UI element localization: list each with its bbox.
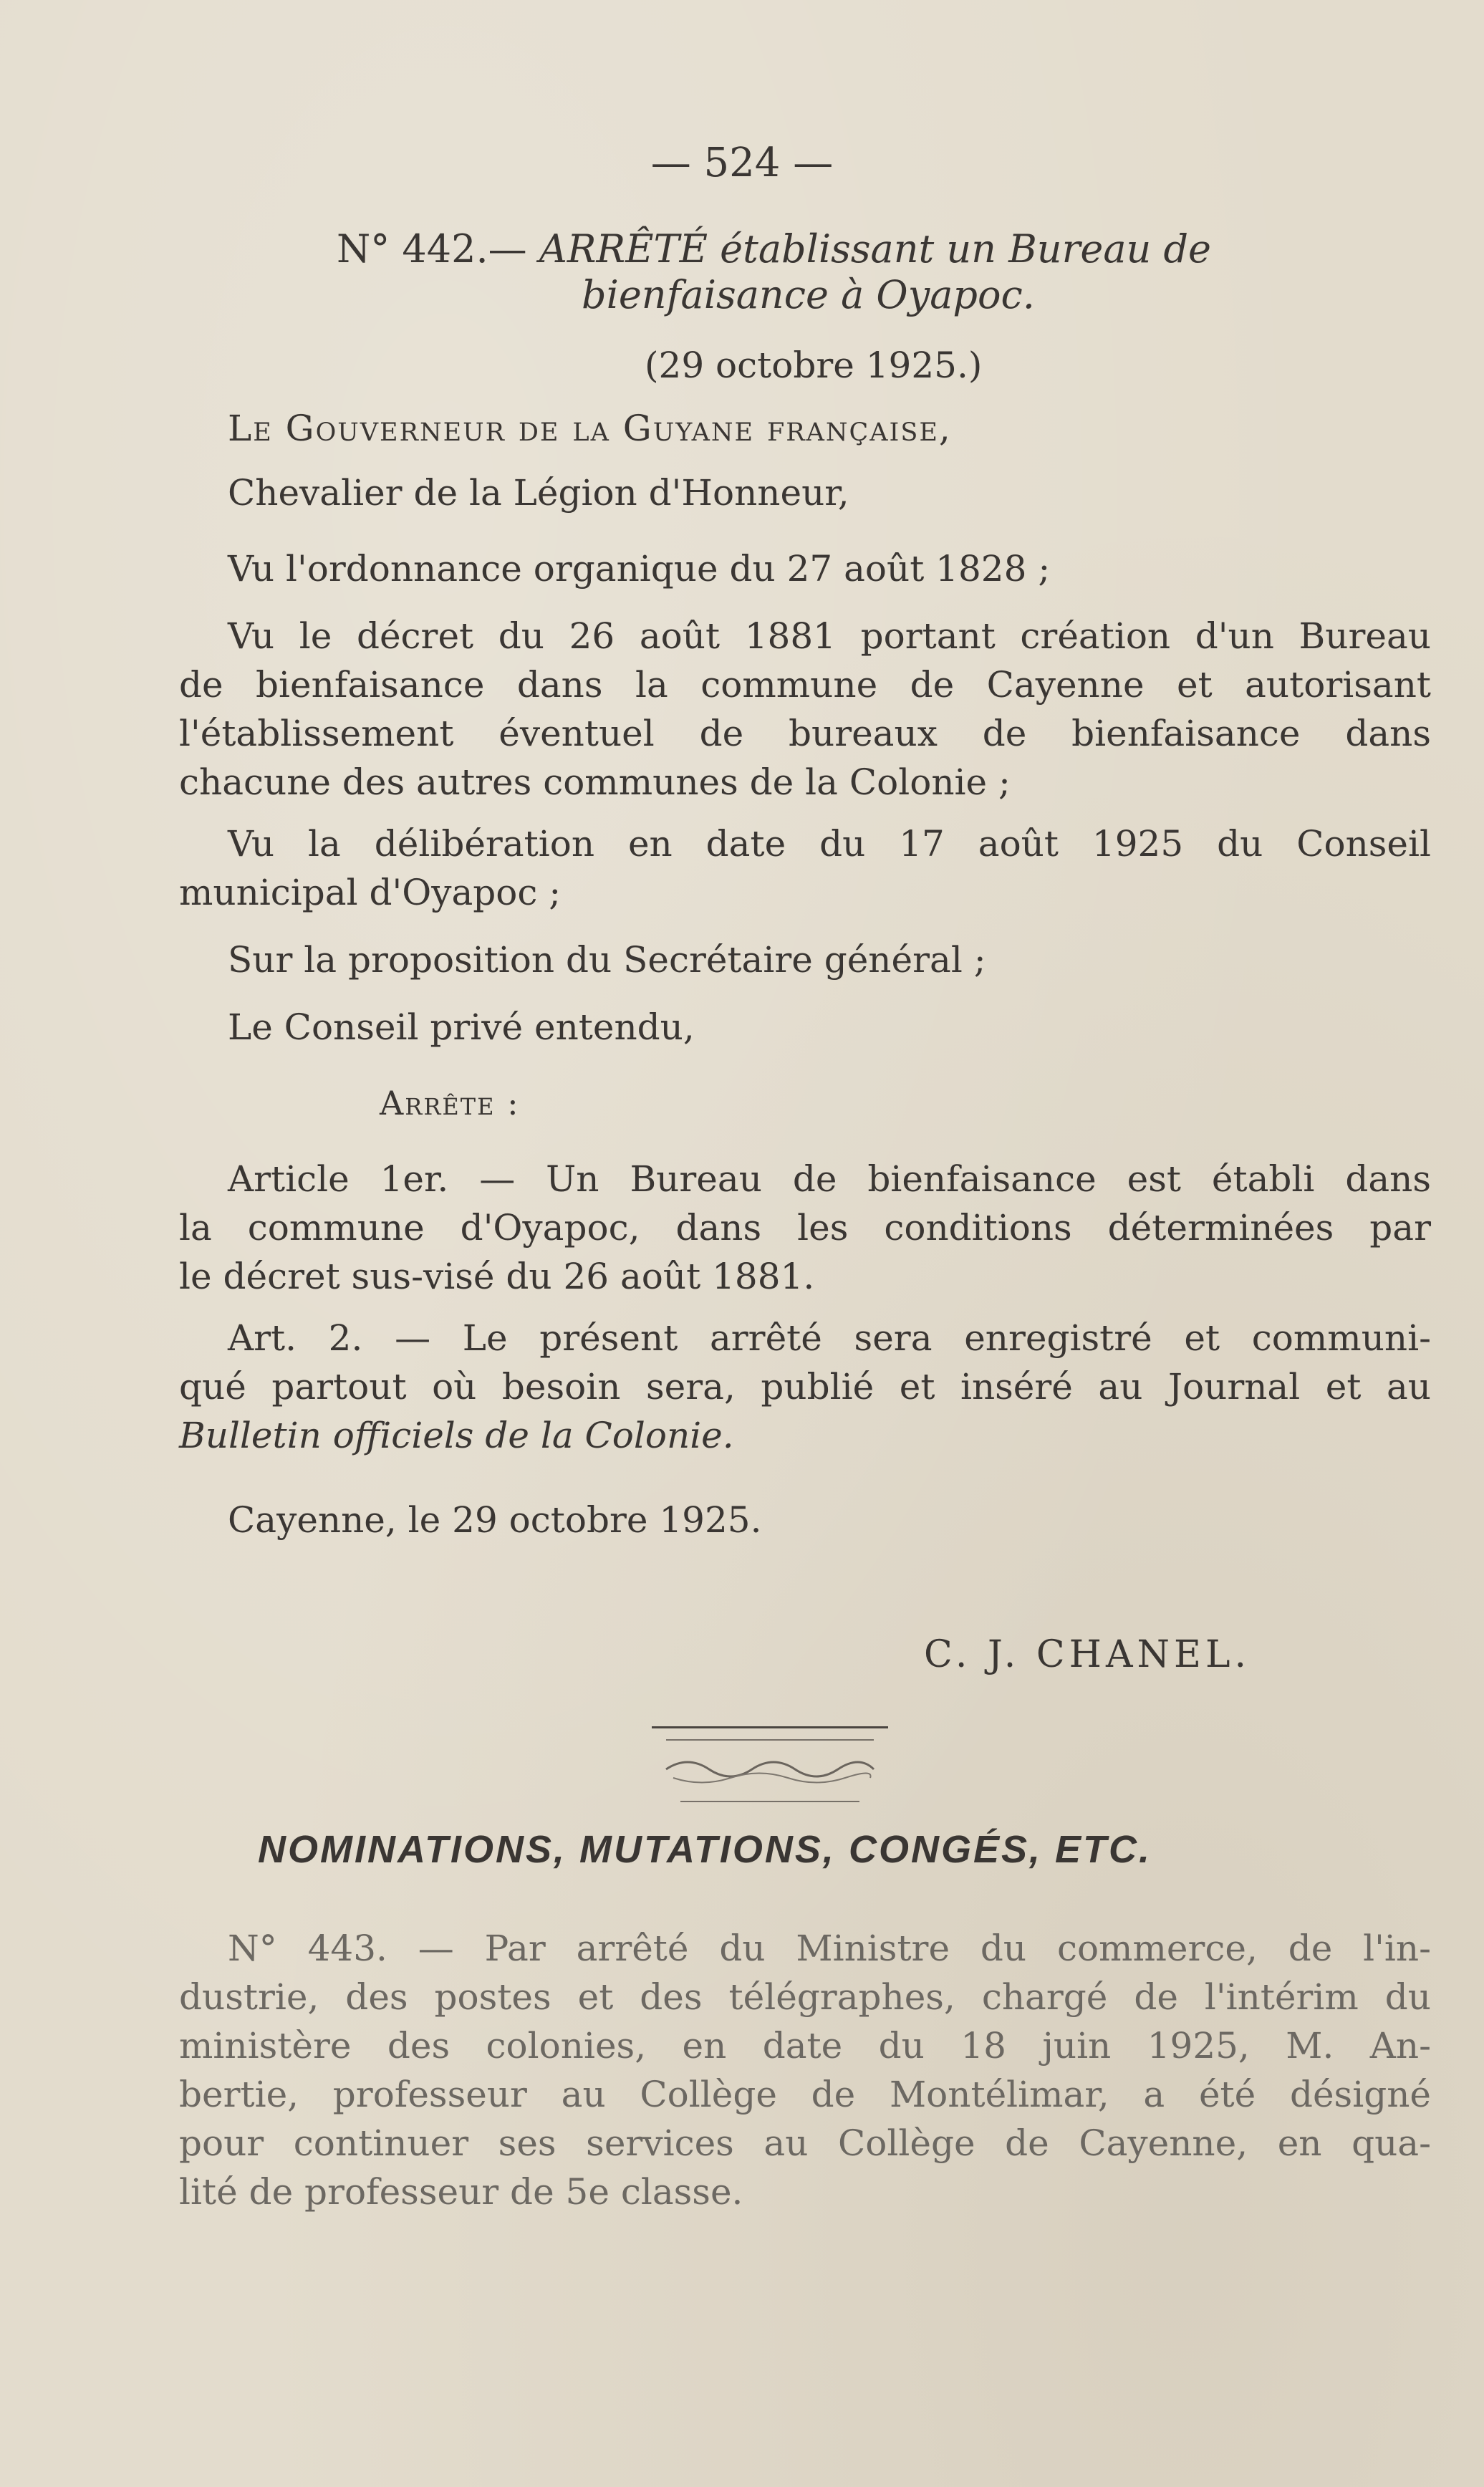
arrete-date: (29 octobre 1925.) — [645, 345, 983, 386]
separator-rule — [652, 1726, 888, 1728]
vu-decret-line4: chacune des autres communes de la Colonie ; — [179, 761, 1011, 803]
separator-rule-lower — [680, 1801, 859, 1802]
arrete-title: ARRÊTÉ établissant un Bureau de — [539, 226, 1211, 271]
vu-deliberation-line2: municipal d'Oyapoc ; — [179, 872, 562, 913]
article2-line3: Bulletin officiels de la Colonie. — [179, 1415, 734, 1456]
n443-line6: lité de professeur de 5e classe. — [179, 2171, 743, 2213]
arrete-number: N° 442.— — [337, 226, 527, 271]
article2-line1: Art. 2. — Le présent arrêté sera enregistré et communi- — [228, 1317, 1431, 1359]
n443-line4: bertie, professeur au Collège de Montélimar, a été désigné — [179, 2074, 1431, 2115]
article1-line3: le décret sus-visé du 26 août 1881. — [179, 1256, 815, 1297]
article2-line2: qué partout où besoin sera, publié et inséré au Journal et au — [179, 1366, 1431, 1408]
n443-line2: dustrie, des postes et des télégraphes, chargé de l'intérim du — [179, 1976, 1431, 2018]
vu-deliberation-line1: Vu la délibération en date du 17 août 1925 du Conseil — [228, 823, 1431, 865]
vu-decret-line3: l'établissement éventuel de bureaux de bienfaisance dans — [179, 713, 1431, 754]
arrete-title-line2: bienfaisance à Oyapoc. — [582, 272, 1035, 317]
vu-ordonnance: Vu l'ordonnance organique du 27 août 1828 ; — [228, 548, 1051, 590]
article1-line1: Article 1er. — Un Bureau de bienfaisance est établi dans — [228, 1158, 1431, 1200]
article1-line2: la commune d'Oyapoc, dans les conditions déterminées par — [179, 1207, 1431, 1249]
n443-line1: N° 443. — Par arrêté du Ministre du commerce, de l'in- — [228, 1928, 1431, 1969]
vu-decret-line2: de bienfaisance dans la commune de Cayenne et autorisant — [179, 664, 1431, 706]
separator-ornament — [659, 1748, 881, 1791]
vu-decret-line1: Vu le décret du 26 août 1881 portant création d'un Bureau — [228, 615, 1431, 657]
n443-line3: ministère des colonies, en date du 18 juin 1925, M. An- — [179, 2025, 1431, 2067]
governor-line1: Le Gouverneur de la Guyane française, — [228, 408, 952, 449]
conseil-prive: Le Conseil privé entendu, — [228, 1006, 695, 1048]
separator-rule-thin — [666, 1739, 874, 1741]
signature: C. J. CHANEL. — [924, 1633, 1251, 1676]
arrete-title-line1 — [337, 228, 1211, 271]
nominations-heading: NOMINATIONS, MUTATIONS, CONGÉS, ETC. — [258, 1828, 1152, 1871]
n443-line5: pour continuer ses services au Collège de Cayenne, en qua- — [179, 2122, 1431, 2164]
place-date: Cayenne, le 29 octobre 1925. — [228, 1499, 762, 1541]
sur-proposition: Sur la proposition du Secrétaire général ; — [228, 939, 986, 981]
page-number: — 524 — — [650, 140, 834, 186]
arrete-heading: Arrête : — [380, 1084, 520, 1122]
governor-line2: Chevalier de la Légion d'Honneur, — [228, 472, 849, 514]
